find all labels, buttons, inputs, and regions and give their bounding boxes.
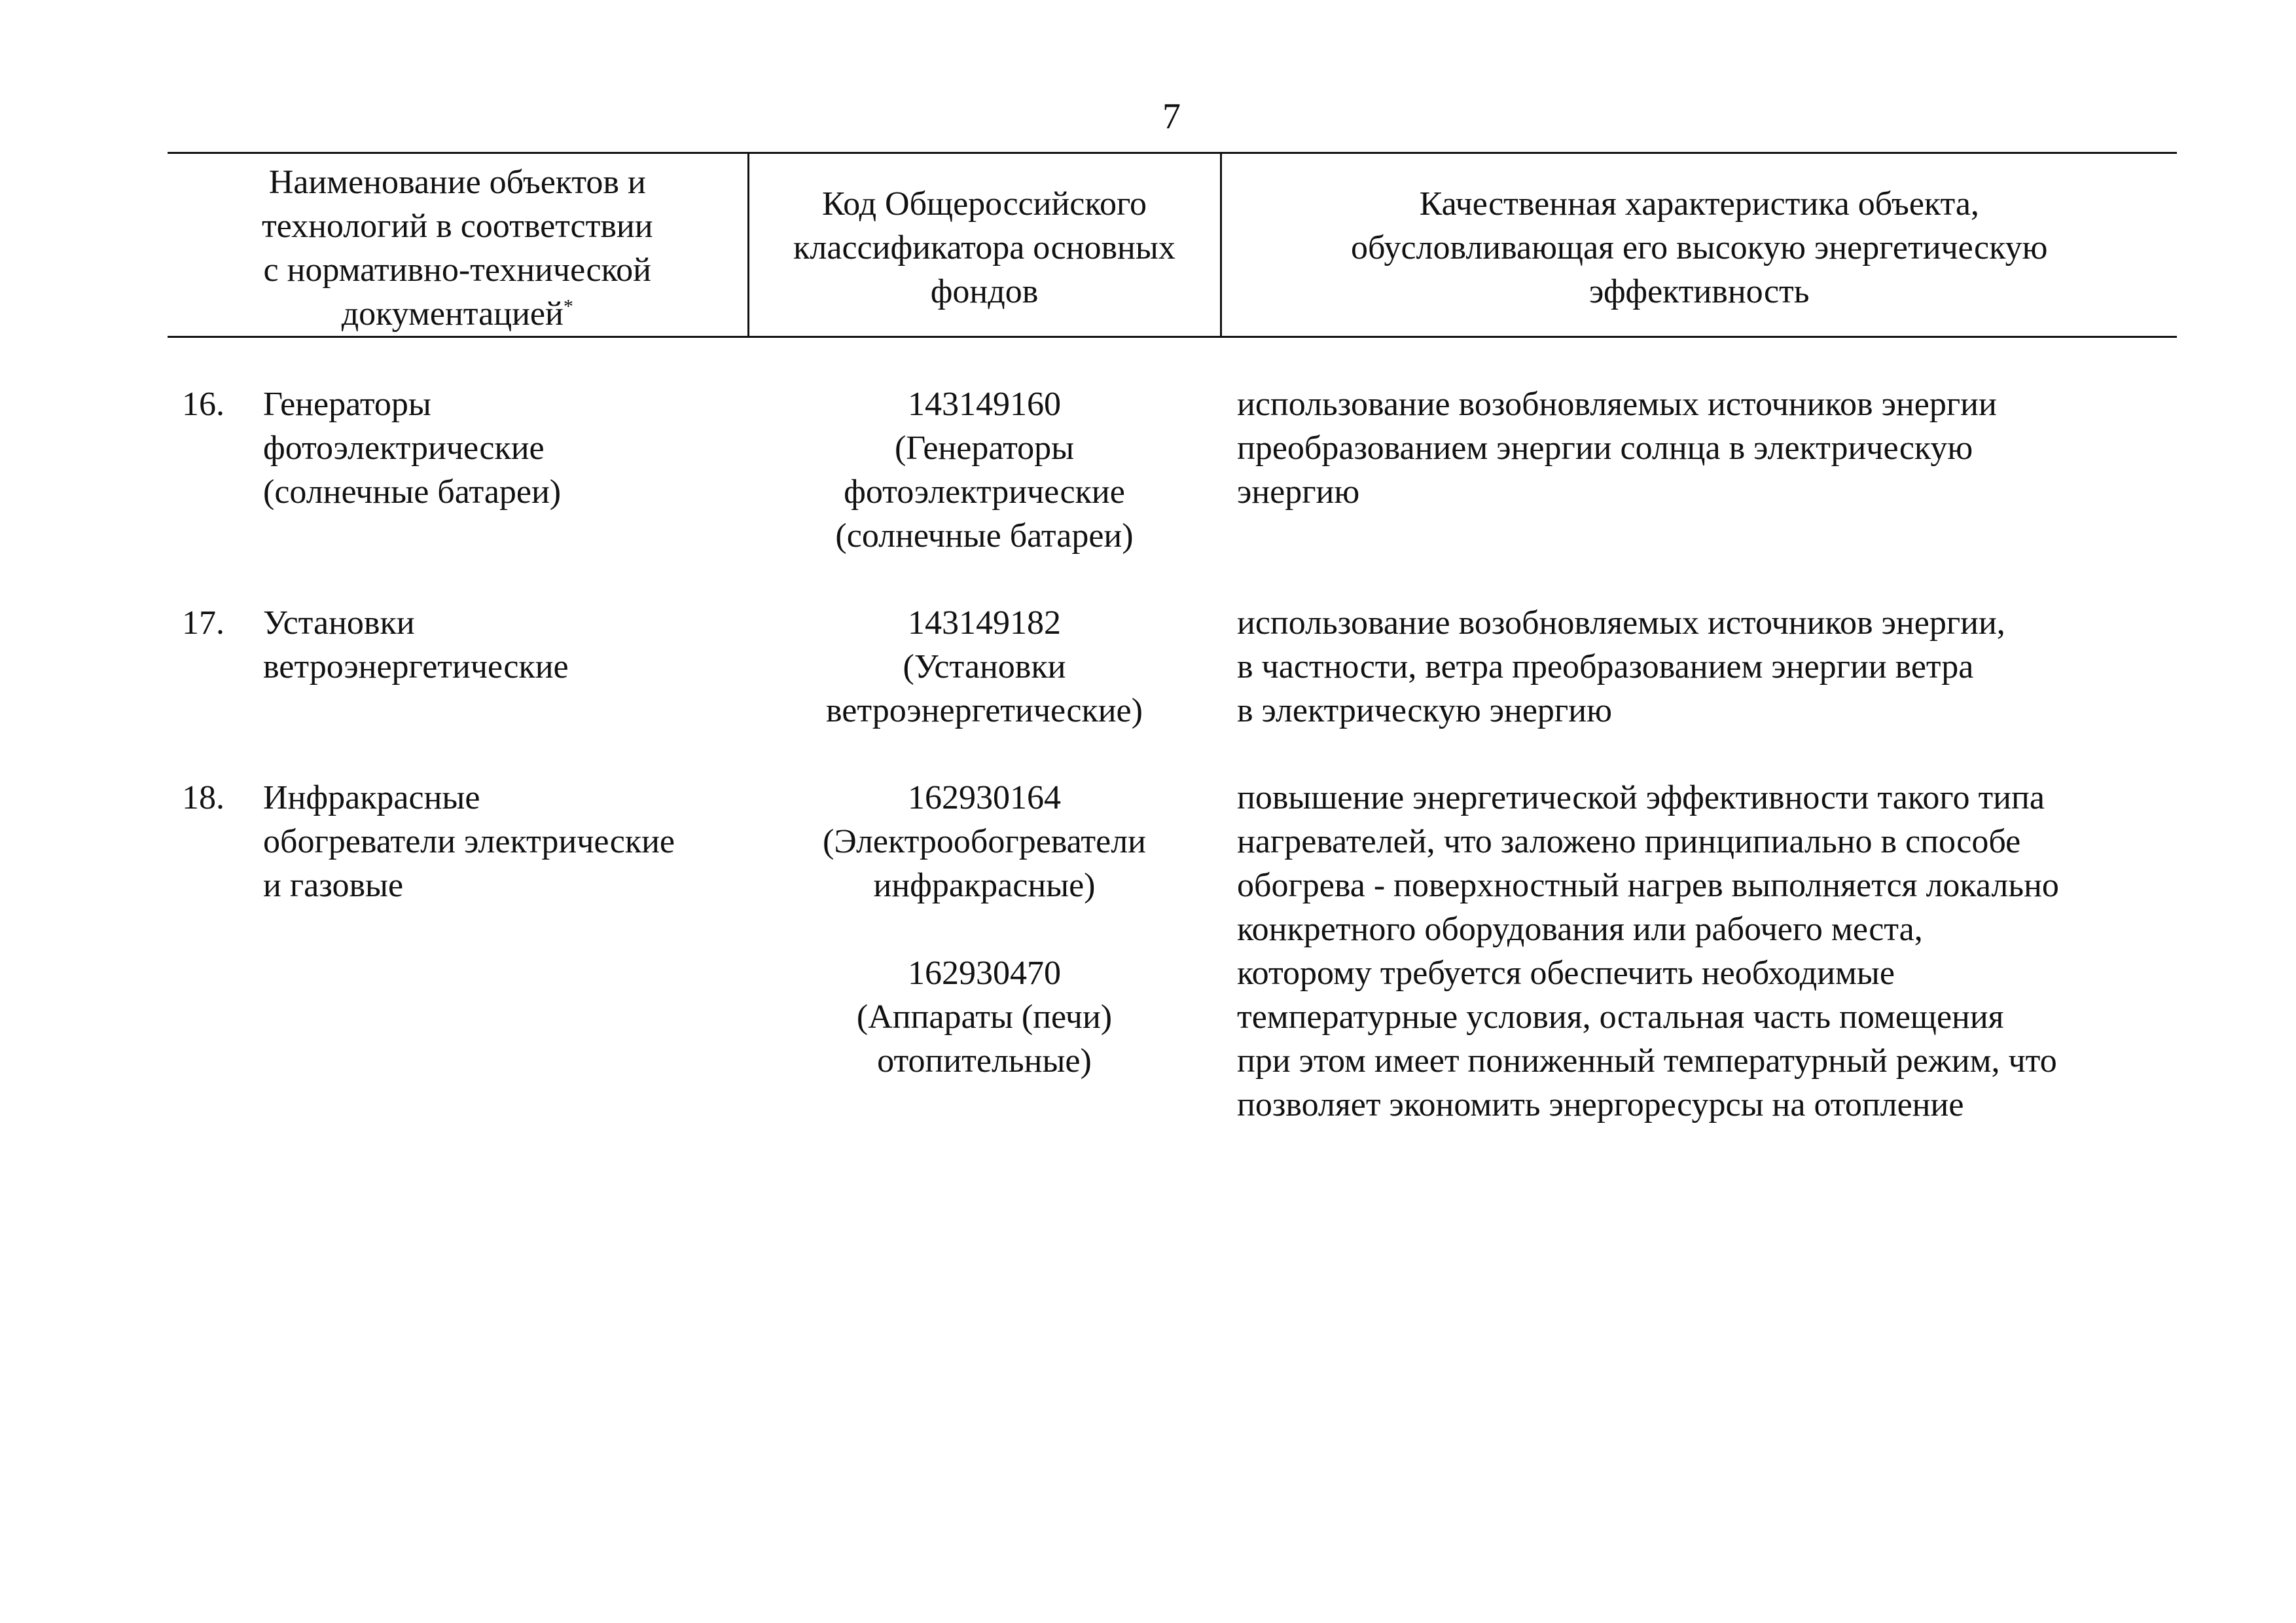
row-number: 17. [182,604,224,642]
row-name-cell [168,776,748,1127]
page-number: 7 [1162,96,1181,137]
description-line: которому требуется обеспечить необходимые [1237,955,1895,992]
row-code-cell [748,776,1221,1127]
description-line: повышение энергетической эффективности такого типа [1237,779,2045,816]
row-name-line: Генераторы [263,386,431,423]
header-description-column [1221,153,2177,337]
description-line: температурные условия, остальная часть помещения [1237,998,2004,1036]
row-name-line: и газовые [263,867,404,904]
footnote-mark: * [563,295,573,318]
classifier-code: 143149160 [908,386,1061,423]
header-line: Качественная характеристика объекта, [1419,185,1979,223]
row-name-line: обогреватели электрические [263,823,675,860]
row-code-cell [748,601,1221,733]
description-line: нагревателей, что заложено принципиально в способе [1237,823,2021,860]
classifier-label-line: ветроэнергетические) [826,692,1143,729]
table-row [168,382,2177,558]
table-row [168,601,2177,733]
classifier-code: 162930164 [908,779,1061,816]
classifier-label-line: инфракрасные) [873,867,1096,904]
header-name-column [168,153,748,337]
description-line: использование возобновляемых источников энергии [1237,386,1997,423]
row-code-cell [748,382,1221,558]
row-name-line: (солнечные батареи) [263,473,562,511]
classifier-code-group [755,776,1214,907]
classifier-label-line: (Аппараты (печи) [856,998,1113,1036]
description-line: в электрическую энергию [1237,692,1612,729]
row-number: 18. [182,779,224,816]
classifier-label-line: (Генераторы [894,429,1075,467]
header-line: эффективность [1588,272,1810,310]
row-name-cell [168,601,748,733]
row-name-line: фотоэлектрические [263,429,545,467]
description-line: позволяет экономить энергоресурсы на отопление [1237,1086,1964,1123]
header-line: технологий в соответствии [261,208,653,245]
classifier-code: 162930470 [908,955,1061,992]
header-line: фондов [930,272,1039,310]
classifier-label-line: (Установки [903,648,1066,685]
table-row [168,776,2177,1127]
classifier-code: 143149182 [908,604,1061,642]
header-code-column [748,153,1221,337]
description-line: при этом имеет пониженный температурный режим, что [1237,1042,2057,1080]
header-line: документацией [341,295,564,333]
energy-efficiency-table [168,152,2177,1127]
row-number: 16. [182,386,224,423]
row-name-line: Установки [263,604,415,642]
classifier-code-group [755,382,1214,558]
description-line: энергию [1237,473,1360,511]
description-line: конкретного оборудования или рабочего места, [1237,911,1923,948]
classifier-code-group [755,951,1214,1083]
row-description-cell [1221,601,2177,733]
header-line: Код Общероссийского [821,185,1147,223]
classifier-label-line: фотоэлектрические [844,473,1125,511]
classifier-label-line: (Электрообогреватели [823,823,1146,860]
row-name-cell [168,382,748,558]
header-line: обусловливающая его высокую энергетическую [1350,228,2048,266]
row-description-cell [1221,776,2177,1127]
classifier-code-group [755,601,1214,733]
header-line: с нормативно-технической [263,251,651,289]
header-line-with-footnote [177,292,738,336]
description-line: использование возобновляемых источников энергии, [1237,604,2005,642]
description-line: обогрева - поверхностный нагрев выполняется локально [1237,867,2059,904]
header-line: Наименование объектов и [268,164,646,201]
row-name-line: Инфракрасные [263,779,480,816]
classifier-label-line: (солнечные батареи) [835,517,1134,555]
table-header-row [168,153,2177,337]
row-description-cell [1221,382,2177,558]
description-line: преобразованием энергии солнца в электрическую [1237,429,1973,467]
description-line: в частности, ветра преобразованием энергии ветра [1237,648,1974,685]
classifier-label-line: отопительные) [877,1042,1092,1080]
header-line: классификатора основных [793,228,1175,266]
row-name-line: ветроэнергетические [263,648,569,685]
